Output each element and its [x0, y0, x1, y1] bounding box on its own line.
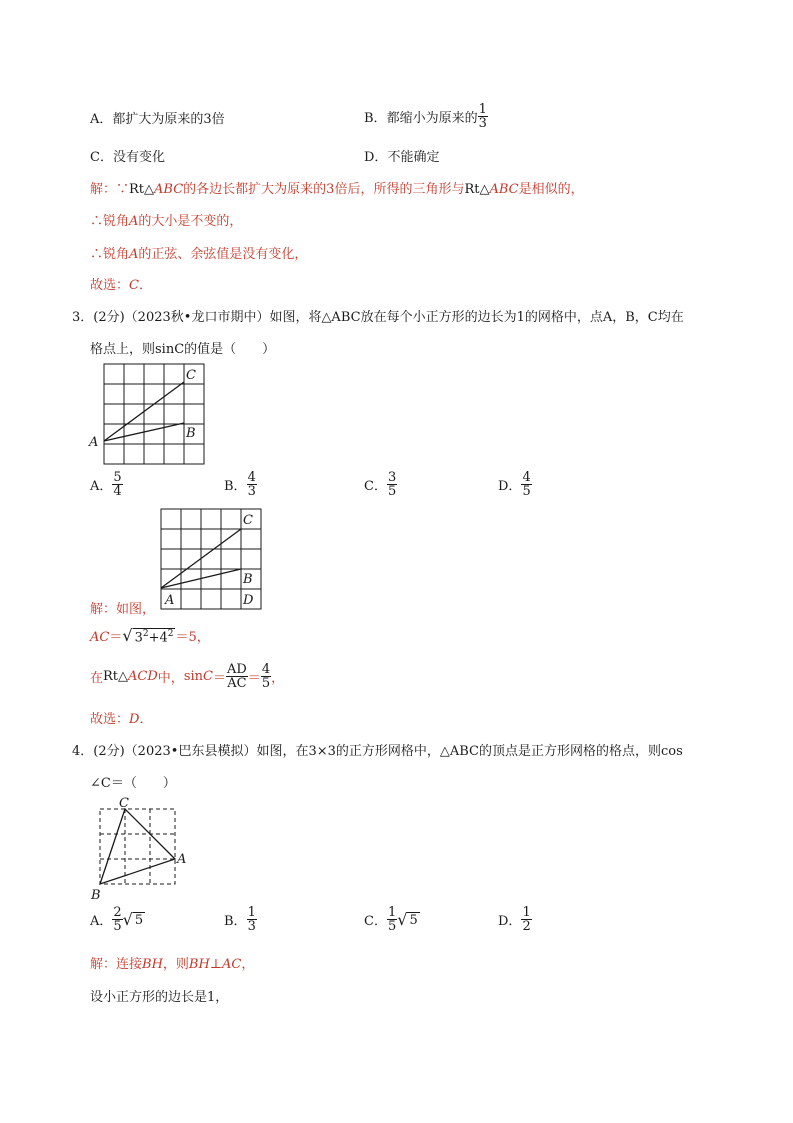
- q4-fig-label-b: B: [91, 888, 101, 903]
- q2-option-c: C．没有变化: [90, 150, 165, 165]
- q4-stem-line-1: 4．(2分)（2023•巴东县模拟）如图，在3×3的正方形网格中，△ABC的顶点是正方形网格的格点，则cos: [72, 744, 683, 759]
- q2-solution-line-3: ∴锐角A的正弦、余弦值是没有变化，: [90, 247, 308, 262]
- q4-option-c: C． $\frac{1}{5}$ √ 5: [364, 905, 418, 934]
- q3-sqrt-expression: $3^2+4^2$: [134, 628, 174, 645]
- q4-figure-grid: [88, 795, 198, 905]
- q3-solution-line-1: 解：如图，: [90, 602, 156, 617]
- q2-option-a: A．都扩大为原来的3倍: [90, 112, 225, 127]
- q2-solution-line-1: 解：∵Rt△ABC的各边长都扩大为原来的3倍后，所得的三角形与Rt△ABC是相似的，: [90, 182, 584, 197]
- q3-fig1-label-b: B: [186, 426, 196, 441]
- q3-solution-line-2: AC＝√ $3^2+4^2 =5$，: [90, 626, 210, 645]
- q4-fig-label-c: C: [119, 796, 129, 811]
- q3-solution-figure-grid: [160, 508, 270, 610]
- q4-option-d: D． $\frac{1}{2}$: [498, 905, 531, 934]
- q4-stem-line-2: ∠C＝（ ）: [90, 776, 176, 791]
- q2-solution-line-4: 故选：C．: [90, 278, 152, 293]
- q3-stem-line-1: 3．(2分)（2023秋•龙口市期中）如图，将△ABC放在每个小正方形的边长为1的网格中，点A，B，C均在: [72, 310, 684, 325]
- q2-option-b-fraction: $\frac{1}{3}$: [478, 102, 487, 131]
- q2-solution-line-2: ∴锐角A的大小是不变的，: [90, 214, 243, 229]
- q3-solution-line-3: 在Rt△ACD中，sinC＝ $\frac{AD}{AC}$ ＝ $\frac{4}{5}$ ，: [90, 662, 285, 691]
- sqrt-sign: √: [397, 910, 408, 929]
- q2-option-d: D．不能确定: [364, 150, 440, 165]
- q3-fig1-label-a: A: [89, 435, 99, 450]
- q3-fig2-label-d: D: [243, 593, 254, 608]
- sqrt-sign: √: [122, 910, 133, 929]
- q3-option-c: C． $\frac{3}{5}$: [364, 470, 397, 499]
- q4-triangle-abc: [100, 809, 175, 884]
- q3-option-a: A． $\frac{5}{4}$: [90, 470, 122, 499]
- sqrt-sign: √: [122, 626, 133, 645]
- q3-stem-line-2: 格点上，则sinC的值是（ ）: [90, 342, 276, 357]
- q3-option-b: B． $\frac{4}{3}$: [224, 470, 256, 499]
- q4-solution-line-2: 设小正方形的边长是1，: [90, 990, 229, 1005]
- q2-option-b: B．都缩小为原来的 $\frac{1}{3}$: [364, 102, 487, 131]
- q3-fig1-label-c: C: [186, 368, 196, 383]
- q3-solution-line-4: 故选：D．: [90, 712, 153, 727]
- q4-option-a: A． $\frac{2}{5}$ √ 5: [90, 905, 144, 934]
- q4-fig-label-a: A: [177, 852, 187, 867]
- q4-solution-line-1: 解：连接BH，则BH⊥AC，: [90, 957, 255, 972]
- q3-option-d: D． $\frac{4}{5}$: [498, 470, 531, 499]
- q3-fig2-label-c: C: [243, 513, 253, 528]
- q3-figure-grid: [86, 360, 210, 464]
- q4-option-b: B． $\frac{1}{3}$: [224, 905, 256, 934]
- q3-fig2-label-b: B: [243, 572, 253, 587]
- q3-fig2-label-a: A: [165, 593, 175, 608]
